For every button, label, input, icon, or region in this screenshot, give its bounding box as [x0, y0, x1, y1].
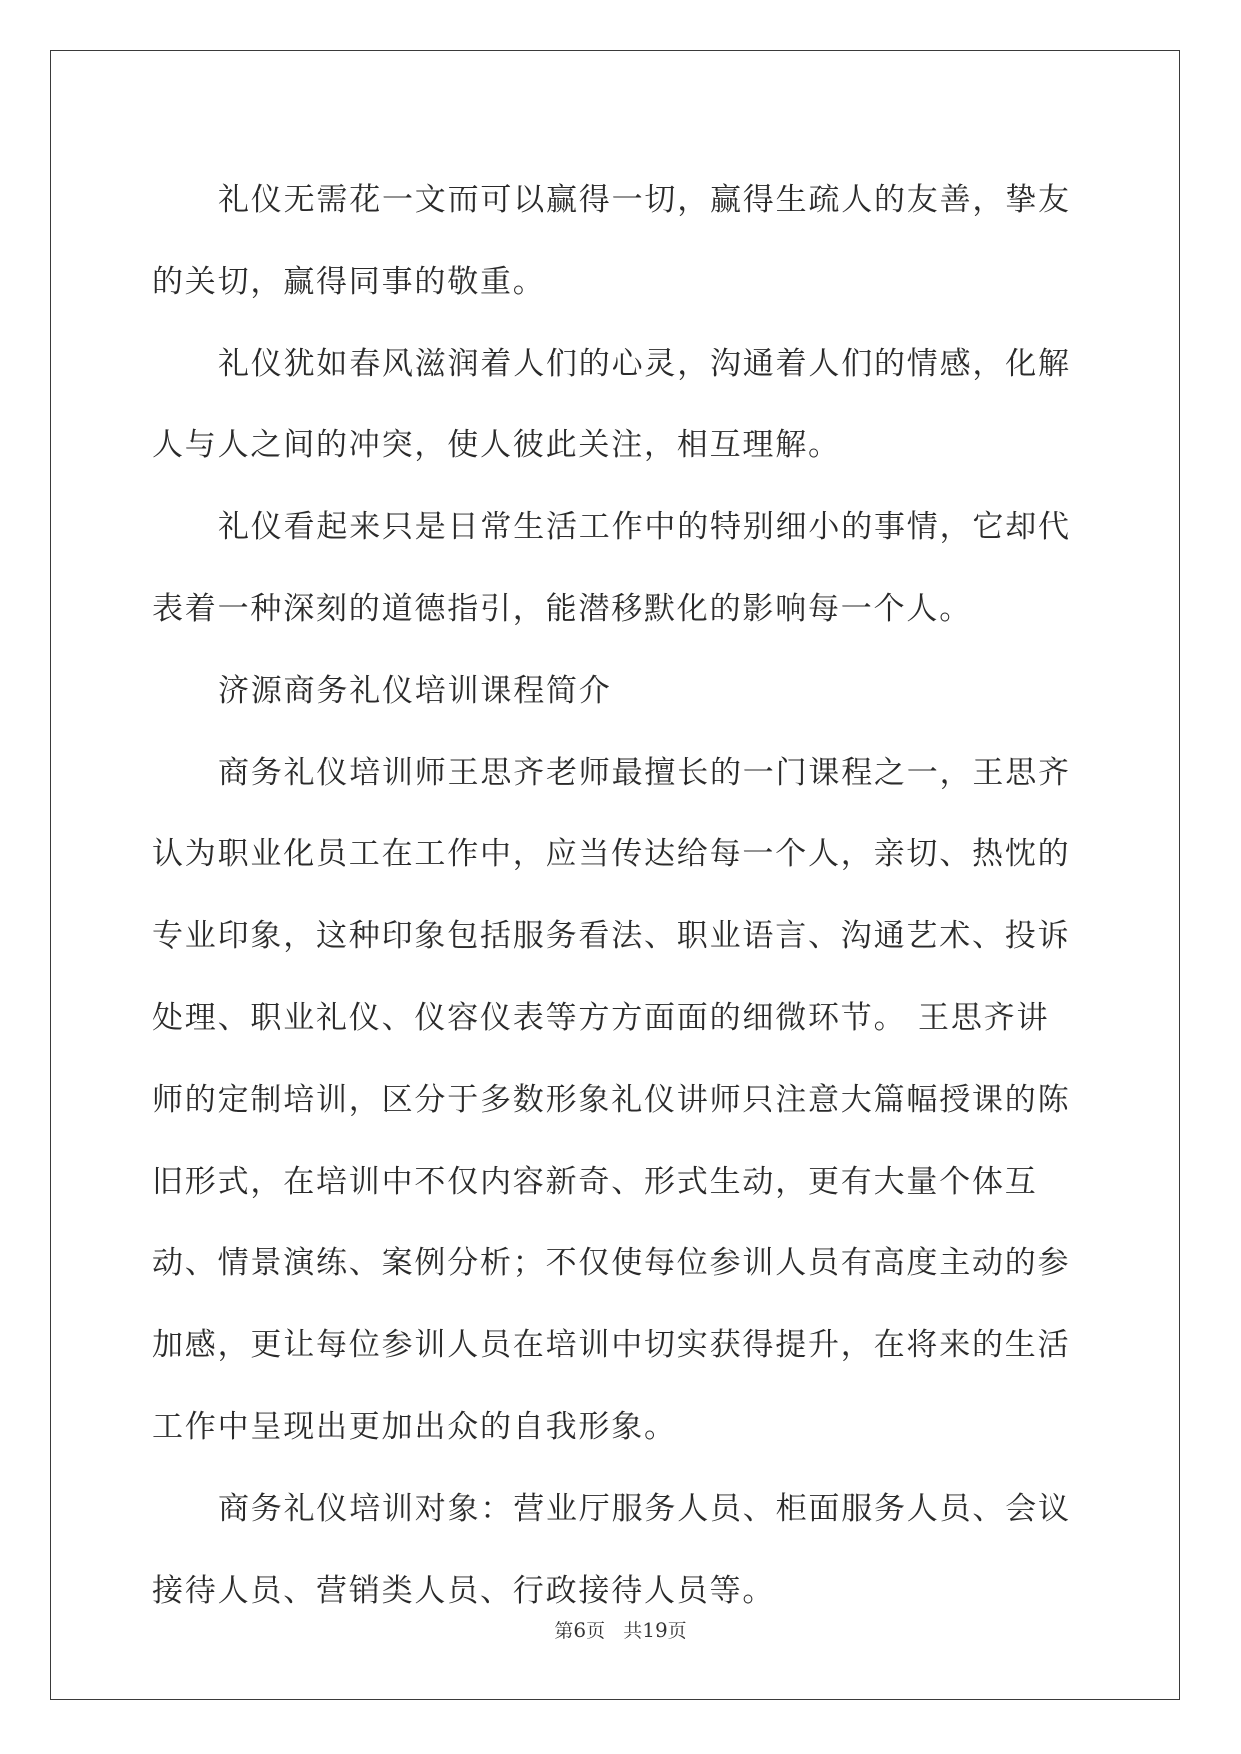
page-current: 6 — [573, 1618, 587, 1642]
total-suffix: 页 — [667, 1620, 687, 1642]
total-prefix: 共 — [623, 1620, 643, 1642]
paragraph: 礼仪无需花一文而可以赢得一切，赢得生疏人的友善，挚友的关切，赢得同事的敬重。 — [152, 182, 1071, 300]
document-body — [152, 160, 1082, 1632]
page-suffix: 页 — [586, 1620, 606, 1642]
paragraph: 商务礼仪培训对象：营业厅服务人员、柜面服务人员、会议接待人员、营销类人员、行政接待人员等。 — [152, 1490, 1071, 1609]
paragraph: 礼仪看起来只是日常生活工作中的特别细小的事情，它却代表着一种深刻的道德指引，能潜移默化的影响每一个人。 — [152, 509, 1071, 627]
paragraph: 礼仪犹如春风滋润着人们的心灵，沟通着人们的情感，化解人与人之间的冲突，使人彼此关注，相互理解。 — [152, 345, 1071, 464]
paragraph: 商务礼仪培训师王思齐老师最擅长的一门课程之一，王思齐认为职业化员工在工作中，应当传达给每一个人，亲切、热忱的专业印象，这种印象包括服务看法、职业语言、沟通艺术、投诉处理、职业礼仪、仪容仪表等方方面面的细微环节。 王思齐讲师的定制培训，区分于多数形象礼仪讲师只注意大篇幅授课的陈旧形式，在培训中不仅内容新奇、形式生动，更有大量个体互动、情景演练、案例分析；不仅使每位参训人员有高度主动的参加感，更让每位参训人员在培训中切实获得提升，在将来的生活工作中呈现出更加出众的自我形象。 — [152, 754, 1071, 1445]
page-total: 19 — [642, 1618, 668, 1642]
section-heading: 济源商务礼仪培训课程简介 — [218, 672, 612, 709]
page-prefix: 第 — [554, 1620, 574, 1642]
page-footer — [0, 1616, 1241, 1643]
